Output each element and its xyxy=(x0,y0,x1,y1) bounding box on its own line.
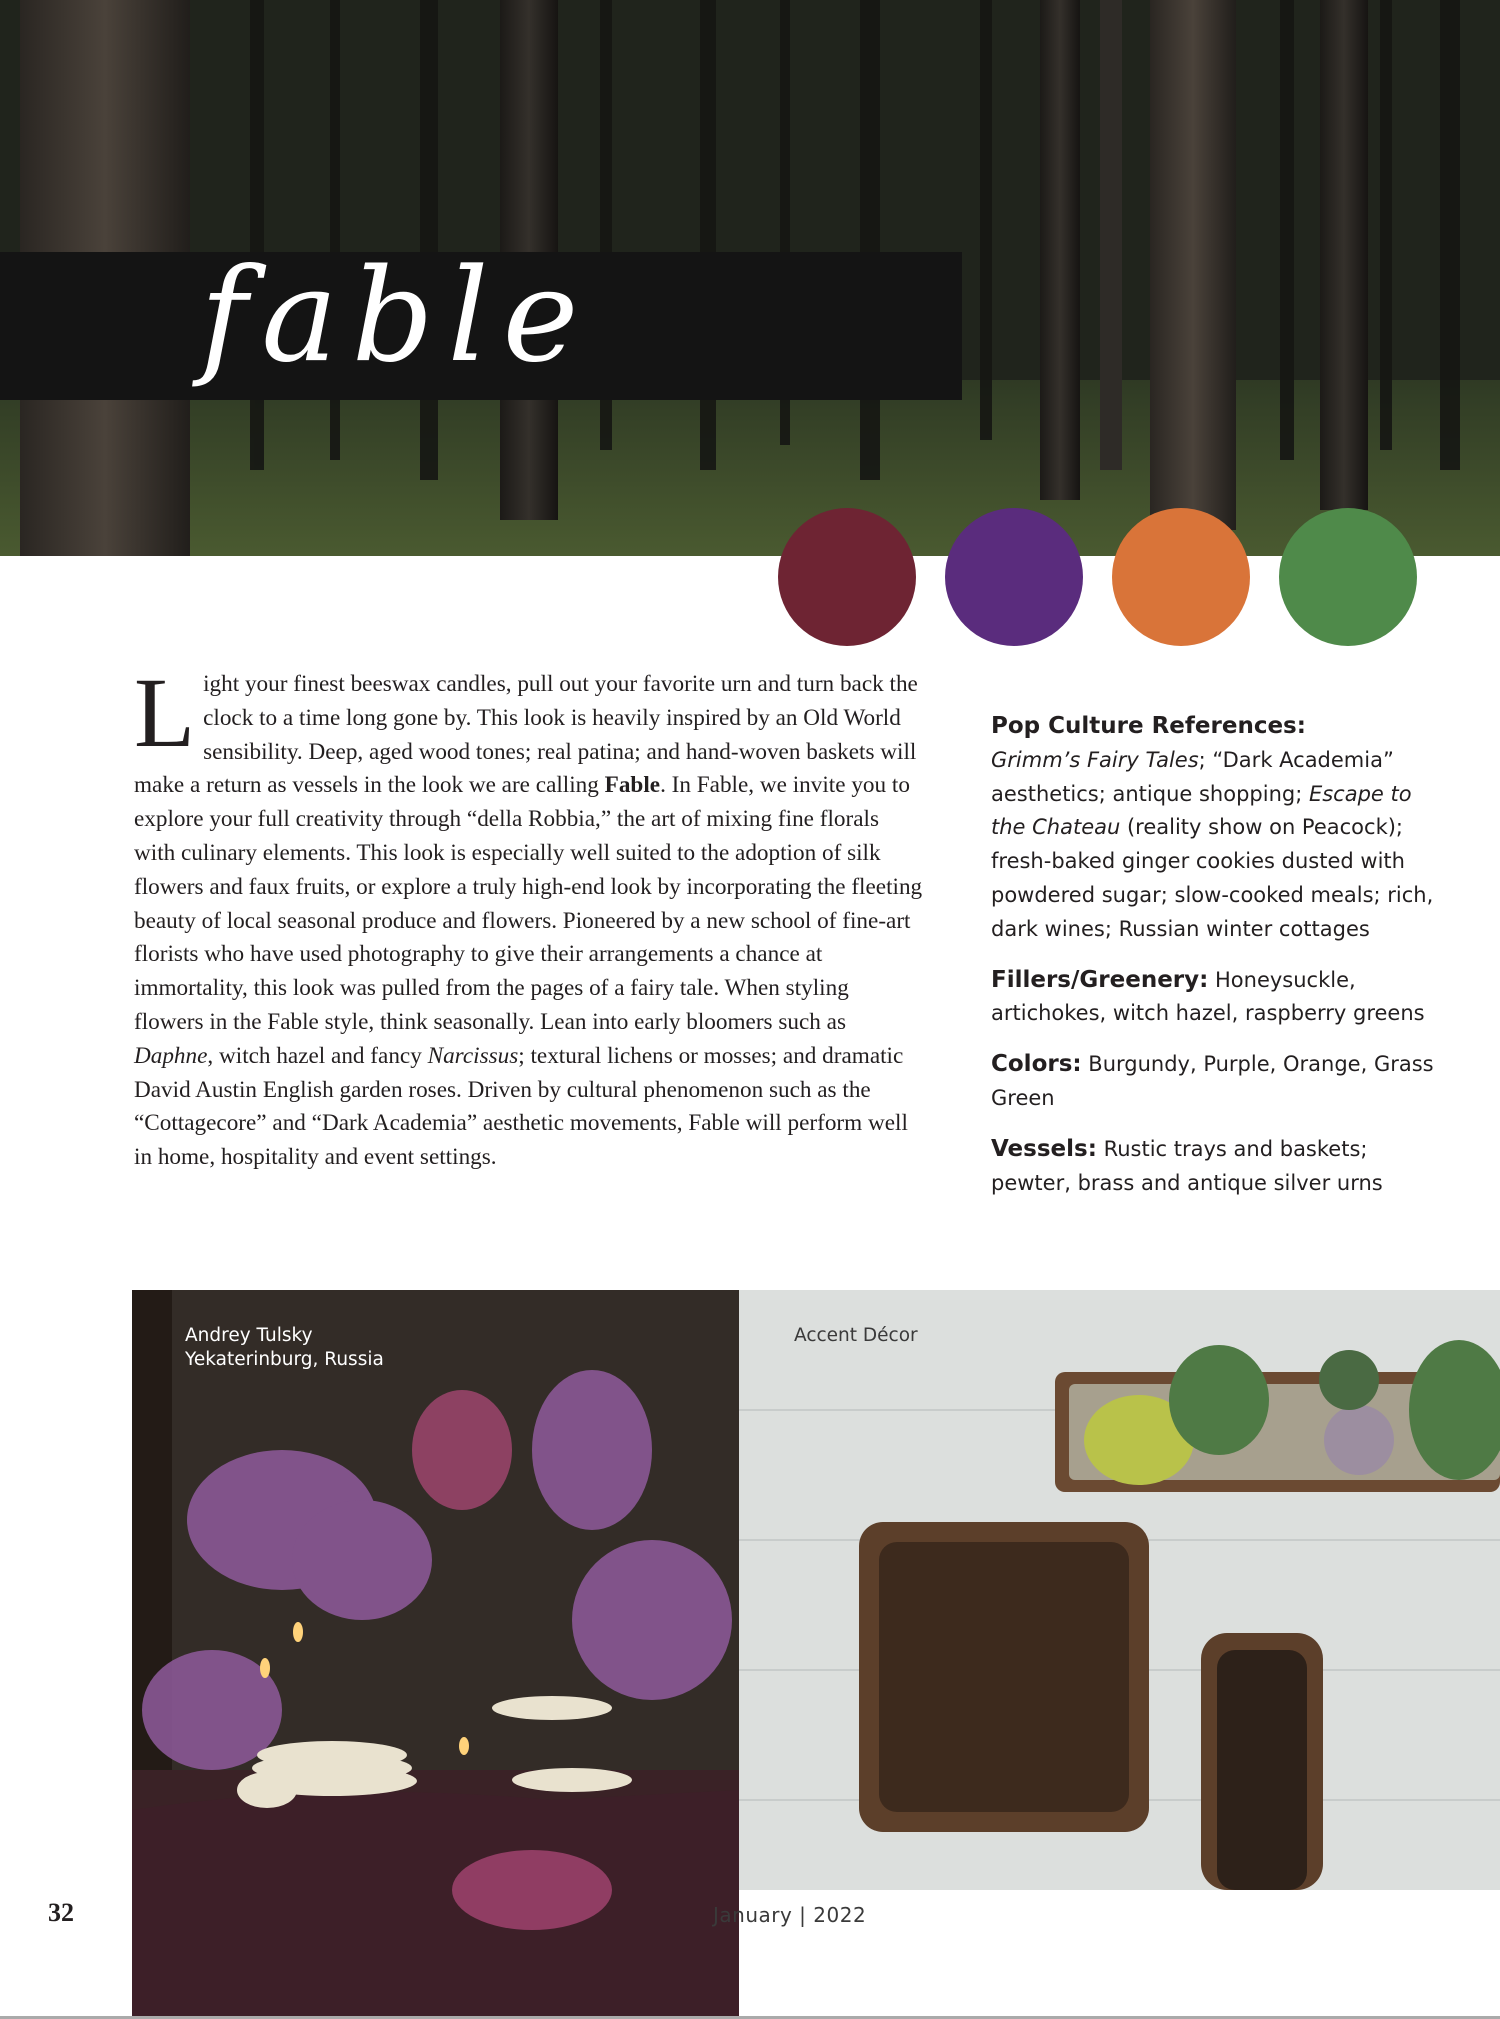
vessels-heading: Vessels: xyxy=(991,1135,1097,1162)
floral-table-photo xyxy=(132,1290,739,2019)
colors-block xyxy=(991,1048,1441,1116)
sidebar xyxy=(991,710,1441,1217)
photo-credit-vendor: Accent Décor xyxy=(794,1325,918,1346)
pop-culture-text: (reality show on Peacock); fresh-baked ginger cookies dusted with powdered sugar; slow-cooked meals; rich, dark wines; Russian winter cottages xyxy=(991,815,1434,941)
fillers-heading: Fillers/Greenery: xyxy=(991,966,1209,993)
wooden-vessels-photo xyxy=(739,1290,1500,1890)
colors-heading: Colors: xyxy=(991,1051,1082,1078)
drop-cap: L xyxy=(134,657,196,768)
fillers-text: Honeysuckle, artichokes, witch hazel, raspberry greens xyxy=(991,967,1425,1026)
article-text: ; textural lichens or mosses; and dramatic David Austin English garden roses. Driven by cultural phenomenon such as the “Cottagecore” and “Dark Academia” aesthetic movements, Fable will perform well in home, hospitality and event settings. xyxy=(134,1042,908,1171)
vessels-block xyxy=(991,1133,1441,1201)
vessels-text: Rustic trays and baskets; pewter, brass and antique silver urns xyxy=(991,1136,1383,1195)
pop-culture-italic: Grimm’s Fairy Tales xyxy=(991,747,1199,772)
article-bold-fable: Fable xyxy=(604,772,661,799)
colors-text: Burgundy, Purple, Orange, Grass Green xyxy=(991,1052,1434,1110)
issue-date: January | 2022 xyxy=(713,1903,867,1927)
article-text: . In Fable, we invite you to explore your full creativity through “della Robbia,” the art of mixing fine florals with culinary elements. This look is especially well suited to the adoption of silk flowers and faux fruits, or explore a truly high-end look by incorporating the fleeting beauty of local seasonal produce and flowers. Pioneered by a new school of fine-art florists who have used photography to give their arrangements a chance at immortality, this look was pulled from the pages of a fairy tale. When styling flowers in the Fable style, think seasonally. Lean into early bloomers such as xyxy=(134,772,923,1035)
article-italic-daphne: Daphne xyxy=(134,1042,208,1069)
photo-credit-photographer: Andrey Tulsky xyxy=(185,1325,313,1346)
vessels-illustration xyxy=(739,1290,1500,1890)
swatch-orange xyxy=(1112,508,1250,646)
page-title: fable xyxy=(200,242,593,391)
swatch-grass-green xyxy=(1279,508,1417,646)
page-number: 32 xyxy=(48,1898,74,1927)
pop-culture-block xyxy=(991,710,1441,947)
fillers-block xyxy=(991,964,1441,1032)
pop-culture-text: ; “Dark Academia” aesthetics; antique shopping; xyxy=(991,747,1394,806)
article-text: , witch hazel and fancy xyxy=(207,1042,428,1069)
floral-illustration xyxy=(132,1290,739,2019)
pop-culture-italic: Escape to the Chateau xyxy=(991,781,1412,840)
swatch-purple xyxy=(945,508,1083,646)
photo-credit-location: Yekaterinburg, Russia xyxy=(185,1349,384,1370)
article-text: ight your finest beeswax candles, pull out your favorite urn and turn back the clock to a time long gone by. This look is heavily inspired by an Old World sensibility. Deep, aged wood tones; real patina; and hand-woven baskets will make a return as vessels in the look we are calling xyxy=(134,671,918,799)
article-body xyxy=(134,657,924,1175)
swatch-burgundy xyxy=(778,508,916,646)
article-italic-narcissus: Narcissus xyxy=(427,1042,519,1069)
pop-culture-heading: Pop Culture References: xyxy=(991,713,1306,739)
